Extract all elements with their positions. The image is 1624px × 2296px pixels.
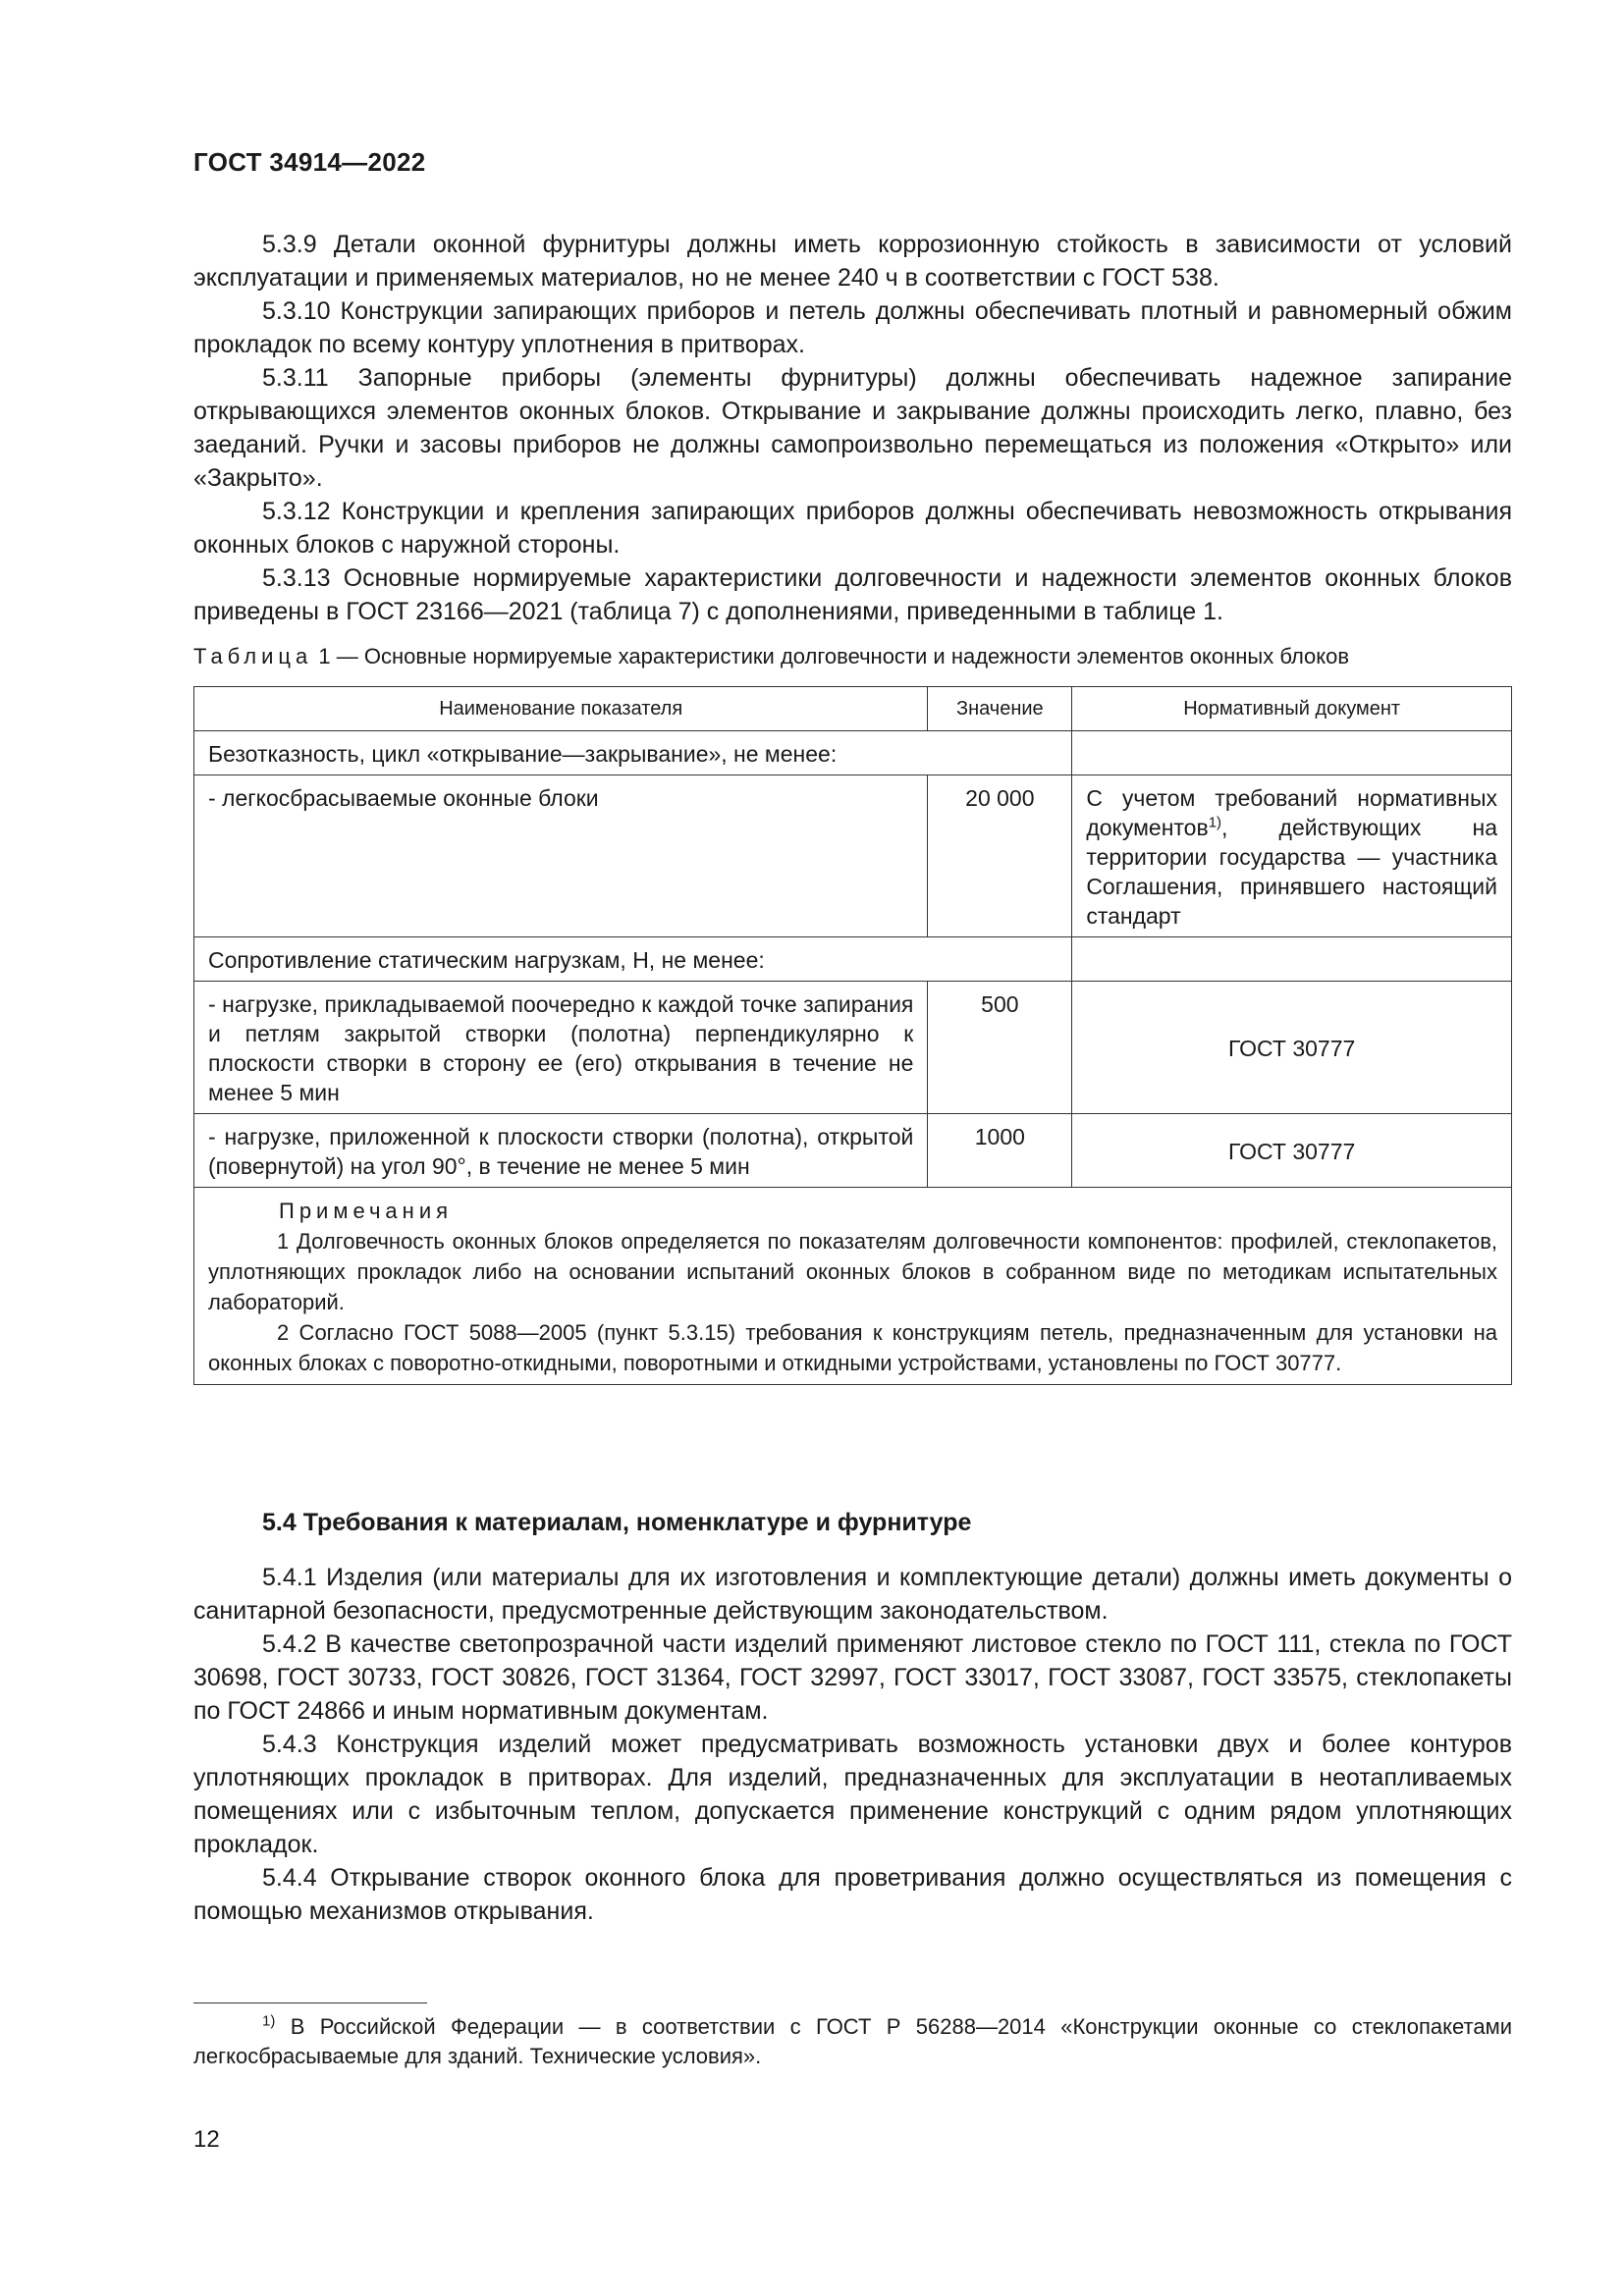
header-value: Значение [928,687,1072,731]
table-notes [194,1188,1512,1385]
footnote-marker: 1) [262,2012,276,2030]
row-name: - нагрузке, приложенной к плоскости створки (полотна), открытой (повернутой) на угол 90°, в течение не менее 5 мин [194,1114,928,1188]
row-value: 20 000 [928,775,1072,937]
paragraph-5-3-10: 5.3.10 Конструкции запирающих приборов и петель должны обеспечивать плотный и равномерный обжим прокладок по всему контуру уплотнения в притворах. [193,297,1512,358]
table-caption [193,644,1512,669]
paragraph-5-3-9: 5.3.9 Детали оконной фурнитуры должны иметь коррозионную стойкость в зависимости от условий эксплуатации и применяемых материалов, но не менее 240 ч в соответствии с ГОСТ 538. [193,231,1512,292]
section-5-4-heading: 5.4 Требования к материалам, номенклатуре и фурнитуре [262,1509,972,1536]
table-caption-text: 1 — Основные нормируемые характеристики долговечности и надежности элементов оконных блоков [312,644,1350,668]
footnote [193,2012,1512,2071]
table-row [194,1114,1512,1188]
row-name: - нагрузке, прикладываемой поочередно к каждой точке запирания и петлям закрытой створки (полотна) перпендикулярно к плоскости створки в сторону ее (его) открывания в течение не менее 5 мин [194,982,928,1114]
table-row [194,982,1512,1114]
group-reliability: Безотказность, цикл «открывание—закрывание», не менее: [194,731,1072,775]
group-empty-cell [1072,937,1512,982]
row-value: 500 [928,982,1072,1114]
document-header: ГОСТ 34914—2022 [193,147,426,177]
row-value: 1000 [928,1114,1072,1188]
paragraph-5-3-11: 5.3.11 Запорные приборы (элементы фурнитуры) должны обеспечивать надежное запирание открывающихся элементов оконных блоков. Открывание и закрывание должны происходить легко, плавно, без заеданий. Ручки и засовы приборов не должны самопроизвольно перемещаться из положения «Открыто» или «Закрыто». [193,364,1512,492]
footnote-divider [193,2002,427,2003]
header-indicator: Наименование показателя [194,687,928,731]
section-5-3-text [193,228,1512,628]
note-1: 1 Долговечность оконных блоков определяется по показателям долговечности компонентов: профилей, стеклопакетов, уплотняющих прокладок либо на основании испытаний оконных блоков в собранном виде по методикам испытательных лабораторий. [208,1229,1497,1314]
footnote-text: В Российской Федерации — в соответствии с ГОСТ Р 56288—2014 «Конструкции оконные со стеклопакетами легкосбрасываемые для зданий. Технические условия». [193,2014,1512,2068]
paragraph-5-3-12: 5.3.12 Конструкции и крепления запирающих приборов должны обеспечивать невозможность открывания оконных блоков с наружной стороны. [193,498,1512,559]
table-header-row [194,687,1512,731]
row-document: ГОСТ 30777 [1072,982,1512,1114]
group-static-load: Сопротивление статическим нагрузкам, Н, не менее: [194,937,1072,982]
section-5-4-text [193,1561,1512,1928]
row-document [1072,775,1512,937]
footnote-ref: 1) [1208,814,1222,831]
row-document: ГОСТ 30777 [1072,1114,1512,1188]
paragraph-5-4-2: 5.4.2 В качестве светопрозрачной части изделий применяют листовое стекло по ГОСТ 111, стекла по ГОСТ 30698, ГОСТ 30733, ГОСТ 30826, ГОСТ 31364, ГОСТ 32997, ГОСТ 33017, ГОСТ 33087, ГОСТ 33575, стеклопакеты по ГОСТ 24866 и иным нормативным документам. [193,1630,1512,1725]
note-2: 2 Согласно ГОСТ 5088—2005 (пункт 5.3.15) требования к конструкциям петель, предназначенным для установки на оконных блоках с поворотно-откидными, поворотными и откидными устройствами, установлены по ГОСТ 30777. [208,1320,1497,1375]
paragraph-5-4-4: 5.4.4 Открывание створок оконного блока для проветривания должно осуществляться из помещения с помощью механизмов открывания. [193,1864,1512,1925]
notes-title: Примечания [279,1199,454,1223]
paragraph-5-4-3: 5.4.3 Конструкция изделий может предусматривать возможность установки двух и более контуров уплотняющих прокладок в притворах. Для изделий, предназначенных для эксплуатации в неотапливаемых помещениях или с избыточным теплом, допускается применение конструкций с одним рядом уплотняющих прокладок. [193,1731,1512,1858]
paragraph-5-4-1: 5.4.1 Изделия (или материалы для их изготовления и комплектующие детали) должны иметь документы о санитарной безопасности, предусмотренные действующим законодательством. [193,1564,1512,1625]
table-row [194,775,1512,937]
table-group-row [194,937,1512,982]
doc-text: С учетом требований нормативных документов [1086,785,1497,840]
page-number: 12 [193,2126,220,2153]
row-name: - легкосбрасываемые оконные блоки [194,775,928,937]
doc-text-cont: , действующих на территории государства — участника Соглашения, принявшего настоящий стандарт [1086,815,1497,929]
header-document: Нормативный документ [1072,687,1512,731]
group-empty-cell [1072,731,1512,775]
paragraph-5-3-13: 5.3.13 Основные нормируемые характеристики долговечности и надежности элементов оконных блоков приведены в ГОСТ 23166—2021 (таблица 7) с дополнениями, приведенными в таблице 1. [193,564,1512,625]
durability-table [193,686,1512,1385]
table-group-row [194,731,1512,775]
table-caption-label: Таблица [193,644,313,668]
table-notes-row [194,1188,1512,1385]
